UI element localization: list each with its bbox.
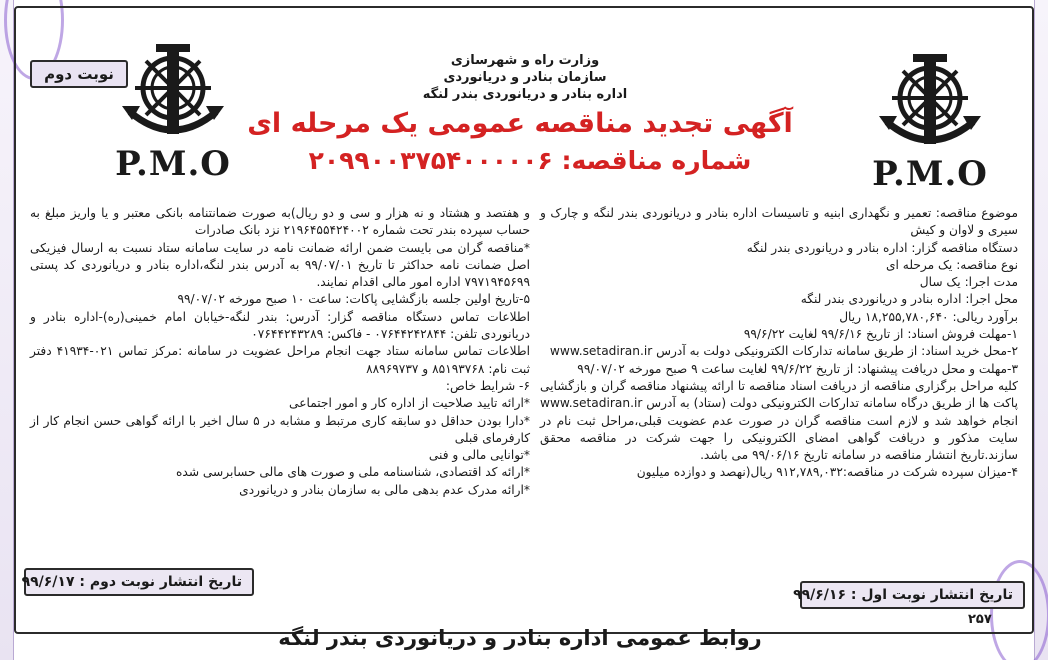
logo-text: P.M.O: [115, 144, 231, 184]
ad-title: آگهی تجدید مناقصه عمومی یک مرحله ای: [247, 108, 793, 139]
page-number: ۲۵۷: [968, 612, 992, 627]
text-paragraph: کلیه مراحل برگزاری مناقصه از دریافت اسناد مناقصه تا ارائه پیشنهاد مناقصه گران و بازگشایی پاکت ها از طریق درگاه سامانه تدارکات الکترونیکی دولت (ستاد) به آدرس www.setadiran.ir انجام خواهد شد و لازم است مناقصه گران در صورت عدم عضویت قبلی،مراحل ثبت نام در سایت مذکور و دریافت گواهی امضای الکترونیکی را جهت شرکت در مناقصه محقق سازند.تاریخ انتشار مناقصه در سامانه تاریخ ۹۹/۰۶/۱۶ می باشد.: [540, 378, 1018, 463]
organization-name: سازمان بنادر و دریانوردی: [443, 70, 607, 85]
text-paragraph: اطلاعات تماس سامانه ستاد جهت انجام مراحل عضویت در سامانه :مرکز تماس ۰۲۱-۴۱۹۳۴ دفتر ثبت نام: ۸۵۱۹۳۷۶۸ و ۸۸۹۶۹۷۳۷: [30, 344, 530, 376]
text-paragraph: *توانایی مالی و فنی: [428, 448, 530, 463]
left-decorative-border: [0, 0, 14, 660]
ministry-name: وزارت راه و شهرسازی: [450, 53, 600, 68]
text-paragraph: ۶- شرایط خاص:: [445, 378, 530, 393]
right-text-column: [540, 205, 1018, 482]
text-paragraph: ۲-محل خرید اسناد: از طریق سامانه تدارکات الکترونیکی دولت به آدرس www.setadiran.ir: [549, 344, 1018, 359]
text-paragraph: ۱-مهلت فروش اسناد: از تاریخ ۹۹/۶/۱۶ لغایت ۹۹/۶/۲۲: [743, 327, 1018, 342]
text-paragraph: ۳-مهلت و محل دریافت پیشنهاد: از تاریخ ۹۹/۶/۲۲ لغایت ساعت ۹ صبح مورخه ۹۹/۰۷/۰۲: [577, 361, 1018, 376]
text-paragraph: دستگاه مناقصه گزار: اداره بنادر و دریانوردی بندر لنگه: [746, 240, 1018, 255]
text-paragraph: ۴-میزان سپرده شرکت در مناقصه:۹۱۲,۷۸۹,۰۳۲ ریال(نهصد و دوازده میلیون: [636, 465, 1018, 480]
organization-header: [330, 52, 720, 103]
anchor-emblem-icon: [875, 50, 985, 150]
text-paragraph: *مناقصه گران می بایست ضمن ارائه ضمانت نامه در سایت سامانه ستاد نسبت به ارسال فیزیکی اصل ضمانت نامه حداکثر تا تاریخ ۹۹/۰۷/۰۱ به آدرس بندر لنگه،اداره بنادر و دریانوردی کد پستی ۷۹۷۱۹۴۵۶۹۹ اداره امور مالی اقدام نمایند.: [30, 240, 530, 290]
text-paragraph: نوع مناقصه: یک مرحله ای: [886, 257, 1018, 272]
second-round-badge: نوبت دوم: [30, 60, 128, 88]
text-paragraph: *ارائه کد اقتصادی، شناسنامه ملی و صورت های مالی حسابرسی شده: [176, 465, 530, 480]
text-paragraph: موضوع مناقصه: تعمیر و نگهداری ابنیه و تاسیسات اداره بنادر و دریانوردی بندر لنگه و چارک و سیری و لاوان و کیش: [540, 206, 1018, 238]
right-decorative-border: [1034, 0, 1048, 660]
second-publication-date: تاریخ انتشار نوبت دوم : ۹۹/۶/۱۷: [24, 568, 254, 596]
text-paragraph: برآورد ریالی: ۱۸,۲۵۵,۷۸۰,۶۴۰ ریال: [839, 309, 1018, 324]
left-text-column: [30, 205, 530, 499]
pmo-logo-right: [855, 50, 1005, 194]
text-paragraph: محل اجرا: اداره بنادر و دریانوردی بندر لنگه: [800, 292, 1018, 307]
text-paragraph: و هفتصد و هشتاد و نه هزار و سی و دو ریال)به صورت ضمانتنامه بانکی معتبر و یا واریز مبلغ به حساب سپرده بندر تحت شماره ۲۱۹۶۴۵۵۴۲۴۰۰۲ نزد بانک صادرات: [30, 206, 530, 238]
public-relations-footer: روابط عمومی اداره بنادر و دریانوردی بندر لنگه: [278, 626, 762, 650]
text-paragraph: ۵-تاریخ اولین جلسه بازگشایی پاکات: ساعت ۱۰ صبح مورخه ۹۹/۰۷/۰۲: [177, 292, 530, 307]
text-paragraph: *ارائه تایید صلاحیت از اداره کار و امور اجتماعی: [289, 396, 530, 411]
text-paragraph: اطلاعات تماس دستگاه مناقصه گزار: آدرس: بندر لنگه-خیابان امام خمینی(ره)-اداره بنادر و دریانوردی تلفن: ۰۷۶۴۴۲۴۲۸۴۴ - فاکس: ۰۷۶۴۴۲۴۳۲۸۹: [30, 309, 530, 342]
tender-number: شماره مناقصه: ۲۰۹۹۰۰۳۷۵۴۰۰۰۰۰۶: [308, 146, 752, 175]
text-paragraph: مدت اجرا: یک سال: [919, 275, 1018, 290]
office-name: اداره بنادر و دریانوردی بندر لنگه: [422, 87, 628, 102]
text-paragraph: *ارائه مدرک عدم بدهی مالی به سازمان بنادر و دریانوردی: [239, 482, 530, 497]
first-publication-date: تاریخ انتشار نوبت اول : ۹۹/۶/۱۶: [800, 581, 1025, 609]
logo-text: P.M.O: [872, 154, 988, 194]
text-paragraph: *دارا بودن حداقل دو سابقه کاری مرتبط و مشابه در ۵ سال اخیر با ارائه گواهی حسن انجام کار از کارفرمای قبلی: [30, 413, 530, 445]
